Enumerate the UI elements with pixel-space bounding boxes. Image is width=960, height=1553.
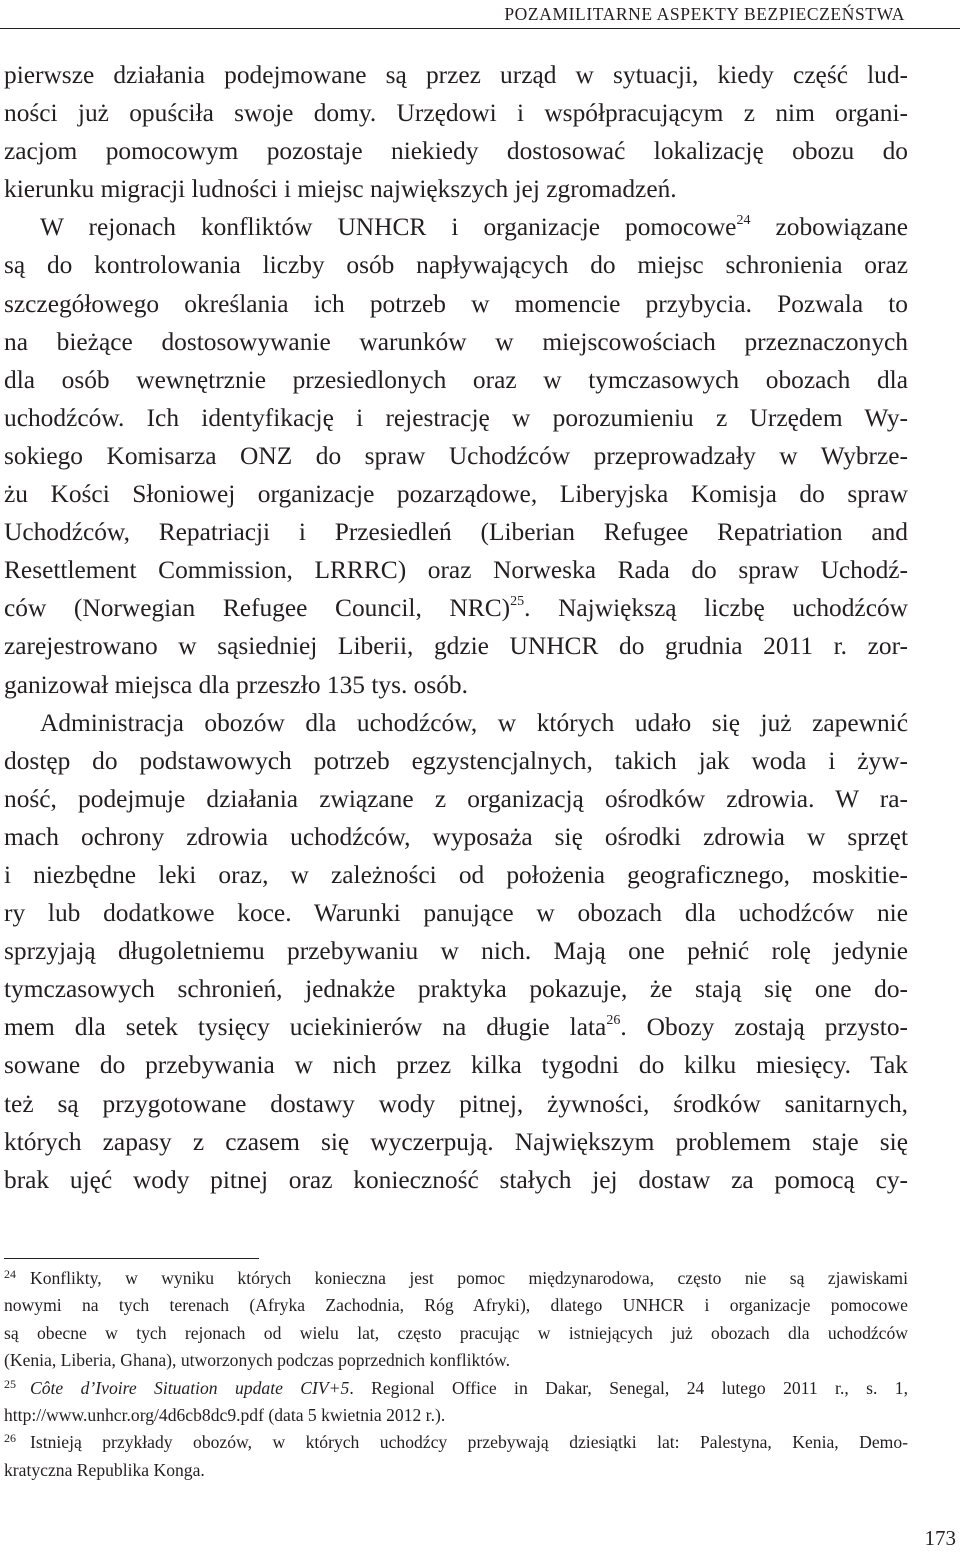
body-line [4, 208, 908, 246]
footnote-line: nowymi na tych terenach (Afryka Zachodnia, Róg Afryki), dlatego UNHCR i organizacje pomocowe [4, 1295, 908, 1316]
body-line: ności już opuściła swoje domy. Urzędowi i współpracującym z nim organi- [4, 99, 908, 128]
body-line: żu Kości Słoniowej organizacje pozarządowe, Liberyjska Komisja do spraw [4, 480, 908, 509]
source-title-italic: Ivoire Situation update CIV+5 [95, 1377, 350, 1398]
body-line: są do kontrolowania liczby osób napływających do miejsc schronienia oraz [4, 251, 908, 280]
footnote-line: są obecne w tych rejonach od wielu lat, często pracując w istniejących już obozach dla uchodźców [4, 1322, 908, 1343]
footnote-text: Istnieją przykłady obozów, w których uchodźcy przebywają dziesiątki lat: Palestyna, Kenia, Demo- [30, 1432, 908, 1453]
page-number: 173 [924, 1526, 956, 1550]
footnote-rule [4, 1258, 259, 1259]
body-line-part: . Największą liczbę uchodźców [524, 594, 908, 623]
footnote-26: 26 Istnieją przykłady obozów, w których uchodźcy przebywają dziesiątki lat: Palestyna, Kenia, Demo- [4, 1431, 908, 1453]
body-line: dla osób wewnętrznie przesiedlonych oraz w tymczasowych obozach dla [4, 365, 908, 394]
body-line [4, 589, 908, 627]
body-line: Uchodźców, Repatriacji i Przesiedleń (Liberian Refugee Repatriation and [4, 518, 908, 547]
body-line: ganizował miejsca dla przeszło 135 tys. osób. [4, 670, 468, 699]
body-line: też są przygotowane dostawy wody pitnej, żywności, środków sanitarnych, [4, 1089, 908, 1118]
body-line: pierwsze działania podejmowane są przez urząd w sytuacji, kiedy część lud- [4, 61, 908, 89]
body-line: sprzyjają długoletniemu przebywaniu w nich. Mają one pełnić rolę jedynie [4, 937, 908, 966]
body-line-part: . Obozy zostają przysto- [620, 1013, 909, 1042]
source-title-italic: Côte d’ [30, 1377, 96, 1398]
body-line: mach ochrony zdrowia uchodźców, wyposaża się ośrodki zdrowia w sprzęt [4, 822, 908, 851]
body-line-part: mem dla setek tysięcy uciekinierów na długie lata [4, 1013, 607, 1042]
footnote-ref-24[interactable]: 24 [736, 213, 751, 229]
body-line: na bieżące dostosowywanie warunków w miejscowościach przeznaczonych [4, 327, 908, 356]
running-header: POZAMILITARNE ASPEKTY BEZPIECZEŃSTWA [504, 4, 905, 24]
body-line-part: zobowiązane [750, 213, 908, 242]
body-line: ry lub dodatkowe koce. Warunki panujące w obozach dla uchodźców nie [4, 899, 908, 928]
footnote-link[interactable]: http://www.unhcr.org/4d6cb8dc9.pdf (data 5 kwietnia 2012 r.). [4, 1404, 446, 1425]
body-line: Resettlement Commission, LRRRC) oraz Norweska Rada do spraw Uchodź- [4, 556, 908, 585]
footnote-text: . Regional Office in Dakar, Senegal, 24 lutego 2011 r., s. 1, [349, 1377, 908, 1398]
body-line: i niezbędne leki oraz, w zależności od położenia geograficznego, moskitie- [4, 860, 908, 889]
body-line: zarejestrowano w sąsiedniej Liberii, gdzie UNHCR do grudnia 2011 r. zor- [4, 632, 908, 661]
body-line-part: W rejonach konfliktów UNHCR i organizacje pomocowe [40, 213, 737, 242]
body-line: Administracja obozów dla uchodźców, w których udało się już zapewnić [40, 708, 908, 737]
header-rule [0, 28, 960, 29]
body-line: tymczasowych schronień, jednakże praktyka pokazuje, że stają się one do- [4, 975, 908, 1004]
footnote-ref-25[interactable]: 25 [510, 594, 525, 610]
body-line: dostęp do podstawowych potrzeb egzystencjalnych, takich jak woda i żyw- [4, 746, 908, 775]
footnote-24: 24 Konflikty, w wyniku których konieczna jest pomoc międzynarodowa, często nie są zjawiskami [4, 1267, 908, 1288]
footnote-line: (Kenia, Liberia, Ghana), utworzonych podczas poprzednich konfliktów. [4, 1350, 510, 1371]
body-line: uchodźców. Ich identyfikację i rejestrację w porozumieniu z Urzędem Wy- [4, 403, 908, 432]
body-line: sowane do przebywania w nich przez kilka tygodni do kilku miesięcy. Tak [4, 1051, 908, 1080]
body-line-part: ców (Norwegian Refugee Council, NRC) [4, 594, 511, 623]
footnote-line: kratyczna Republika Konga. [4, 1459, 205, 1480]
body-line: sokiego Komisarza ONZ do spraw Uchodźców przeprowadzały w Wybrze- [4, 441, 908, 470]
body-line [4, 1008, 908, 1046]
body-line: szczegółowego określania ich potrzeb w momencie przybycia. Pozwala to [4, 289, 908, 318]
body-line: brak ujęć wody pitnej oraz konieczność stałych jej dostaw za pomocą cy- [4, 1165, 908, 1194]
footnote-25: 25 Côte d’Ivoire Situation update CIV+5. Regional Office in Dakar, Senegal, 24 lutego 2011 r., s. 1, [4, 1376, 908, 1398]
body-line: których zapasy z czasem się wyczerpują. Największym problemem staje się [4, 1127, 908, 1156]
body-line: kierunku migracji ludności i miejsc największych jej zgromadzeń. [4, 175, 677, 204]
body-line: zacjom pomocowym pozostaje niekiedy dostosować lokalizację obozu do [4, 137, 908, 166]
body-text [4, 56, 908, 1199]
footnote-text: Konflikty, w wyniku których konieczna jest pomoc międzynarodowa, często nie są zjawiskami [30, 1268, 908, 1288]
footnote-ref-26[interactable]: 26 [606, 1013, 621, 1029]
body-line: ność, podejmuje działania związane z organizacją ośrodków zdrowia. W ra- [4, 784, 908, 813]
footnotes [4, 1265, 908, 1484]
